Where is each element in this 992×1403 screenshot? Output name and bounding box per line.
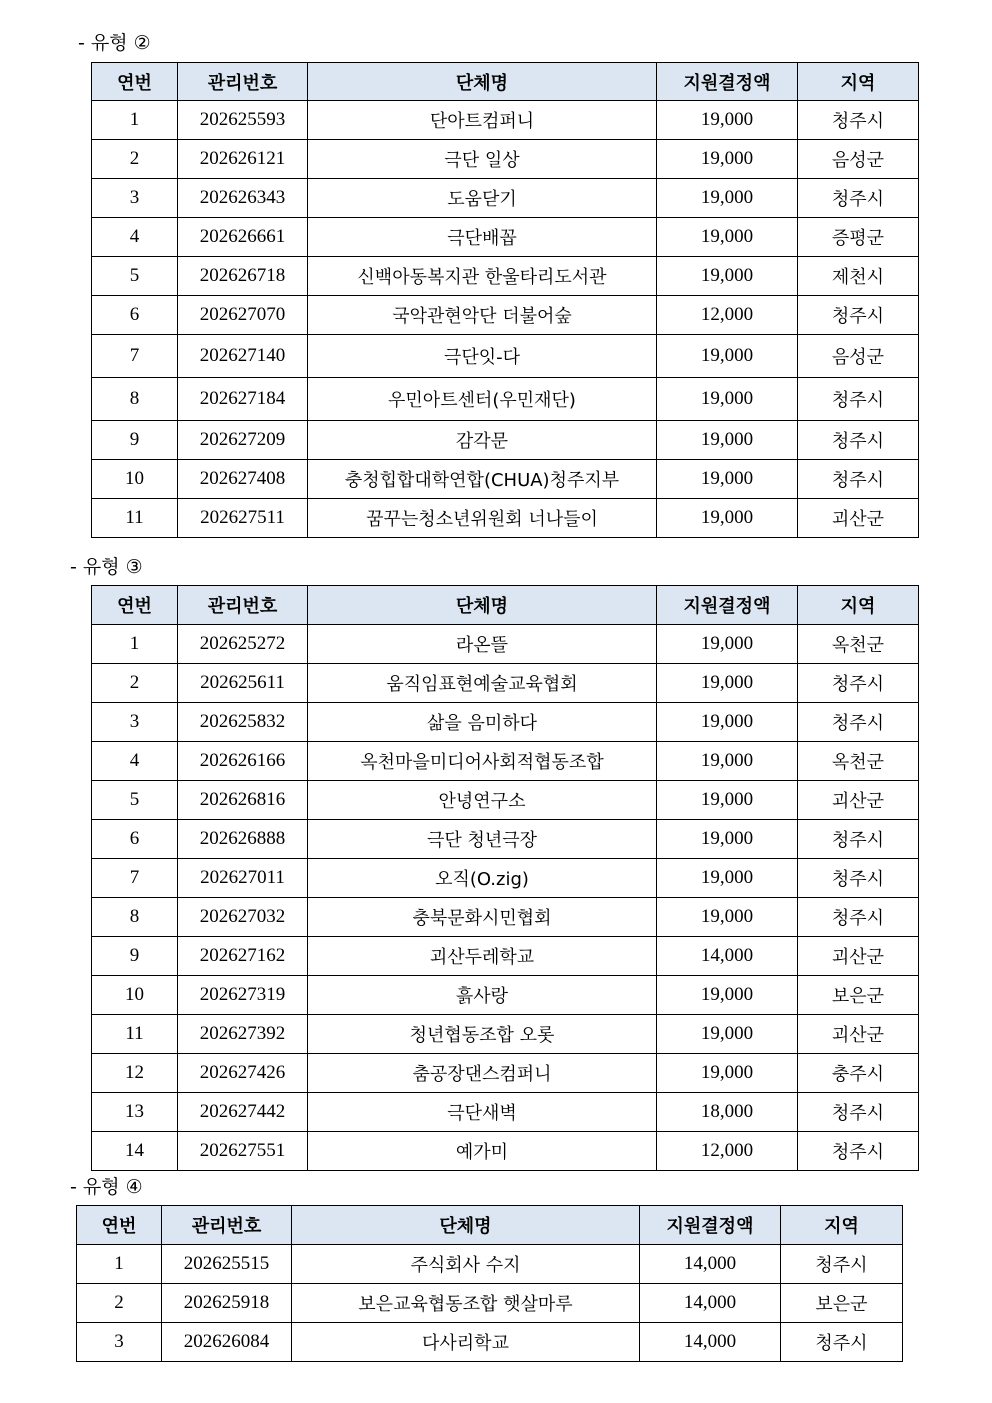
cell-mgmt-number: 202625593 (178, 101, 308, 140)
cell-no: 10 (92, 460, 178, 499)
cell-mgmt-number: 202627162 (178, 937, 308, 976)
table-row (77, 1323, 903, 1362)
cell-region: 청주시 (798, 898, 919, 937)
cell-org-name: 다사리학교 (292, 1323, 640, 1362)
table-row (92, 976, 919, 1015)
cell-no: 12 (92, 1054, 178, 1093)
cell-region: 음성군 (798, 140, 919, 179)
table-row (92, 296, 919, 335)
cell-org-name: 삶을 음미하다 (308, 703, 657, 742)
cell-org-name: 감각문 (308, 421, 657, 460)
cell-region: 괴산군 (798, 1015, 919, 1054)
cell-region: 괴산군 (798, 937, 919, 976)
cell-org-name: 극단 청년극장 (308, 820, 657, 859)
cell-no: 7 (92, 859, 178, 898)
table-row (92, 859, 919, 898)
header-no: 연번 (92, 586, 178, 625)
table-type-3 (91, 585, 919, 1171)
cell-mgmt-number: 202627442 (178, 1093, 308, 1132)
header-region: 지역 (798, 63, 919, 101)
cell-org-name: 보은교육협동조합 햇살마루 (292, 1284, 640, 1323)
cell-mgmt-number: 202627319 (178, 976, 308, 1015)
cell-org-name: 청년협동조합 오롯 (308, 1015, 657, 1054)
cell-region: 청주시 (781, 1245, 903, 1284)
cell-mgmt-number: 202627070 (178, 296, 308, 335)
cell-amount: 19,000 (657, 781, 798, 820)
cell-no: 3 (92, 179, 178, 218)
cell-org-name: 극단 일상 (308, 140, 657, 179)
table-row (92, 421, 919, 460)
cell-org-name: 꿈꾸는청소년위원회 너나들이 (308, 499, 657, 538)
cell-org-name: 도움닫기 (308, 179, 657, 218)
header-mgmt-number: 관리번호 (178, 586, 308, 625)
cell-no: 4 (92, 742, 178, 781)
header-org-name: 단체명 (308, 586, 657, 625)
header-mgmt-number: 관리번호 (162, 1206, 292, 1245)
cell-amount: 12,000 (657, 1132, 798, 1171)
cell-region: 청주시 (798, 179, 919, 218)
cell-no: 7 (92, 335, 178, 378)
cell-mgmt-number: 202627140 (178, 335, 308, 378)
cell-amount: 19,000 (657, 179, 798, 218)
cell-amount: 19,000 (657, 703, 798, 742)
table-row (92, 781, 919, 820)
cell-amount: 19,000 (657, 335, 798, 378)
header-org-name: 단체명 (308, 63, 657, 101)
header-region: 지역 (781, 1206, 903, 1245)
cell-mgmt-number: 202627392 (178, 1015, 308, 1054)
table-row (92, 703, 919, 742)
table-row (92, 179, 919, 218)
cell-no: 2 (77, 1284, 162, 1323)
cell-no: 1 (92, 625, 178, 664)
cell-no: 1 (92, 101, 178, 140)
cell-mgmt-number: 202626888 (178, 820, 308, 859)
cell-region: 청주시 (798, 101, 919, 140)
cell-amount: 19,000 (657, 1054, 798, 1093)
cell-region: 괴산군 (798, 499, 919, 538)
cell-amount: 19,000 (657, 460, 798, 499)
section-title-type-2: - 유형 ② (78, 32, 151, 54)
table-row (92, 460, 919, 499)
cell-no: 14 (92, 1132, 178, 1171)
cell-region: 음성군 (798, 335, 919, 378)
cell-amount: 19,000 (657, 976, 798, 1015)
cell-no: 8 (92, 898, 178, 937)
header-org-name: 단체명 (292, 1206, 640, 1245)
cell-region: 청주시 (781, 1323, 903, 1362)
cell-org-name: 춤공장댄스컴퍼니 (308, 1054, 657, 1093)
cell-org-name: 흙사랑 (308, 976, 657, 1015)
cell-org-name: 충북문화시민협회 (308, 898, 657, 937)
cell-amount: 14,000 (640, 1284, 781, 1323)
cell-region: 제천시 (798, 257, 919, 296)
cell-mgmt-number: 202625515 (162, 1245, 292, 1284)
cell-org-name: 오직(O.zig) (308, 859, 657, 898)
cell-no: 5 (92, 257, 178, 296)
cell-org-name: 극단새벽 (308, 1093, 657, 1132)
cell-region: 괴산군 (798, 781, 919, 820)
cell-org-name: 우민아트센터(우민재단) (308, 378, 657, 421)
cell-mgmt-number: 202626121 (178, 140, 308, 179)
cell-amount: 18,000 (657, 1093, 798, 1132)
header-mgmt-number: 관리번호 (178, 63, 308, 101)
cell-org-name: 충청힙합대학연합(CHUA)청주지부 (308, 460, 657, 499)
cell-region: 청주시 (798, 460, 919, 499)
cell-no: 9 (92, 421, 178, 460)
cell-org-name: 국악관현악단 더불어숲 (308, 296, 657, 335)
cell-region: 보은군 (781, 1284, 903, 1323)
cell-mgmt-number: 202626816 (178, 781, 308, 820)
cell-no: 1 (77, 1245, 162, 1284)
cell-mgmt-number: 202625272 (178, 625, 308, 664)
table-row (92, 664, 919, 703)
cell-amount: 19,000 (657, 859, 798, 898)
cell-mgmt-number: 202627551 (178, 1132, 308, 1171)
cell-no: 9 (92, 937, 178, 976)
cell-no: 10 (92, 976, 178, 1015)
cell-region: 청주시 (798, 421, 919, 460)
cell-mgmt-number: 202627511 (178, 499, 308, 538)
table-type-4 (76, 1205, 903, 1362)
cell-region: 충주시 (798, 1054, 919, 1093)
cell-amount: 19,000 (657, 664, 798, 703)
table-row (92, 1054, 919, 1093)
cell-org-name: 극단배꼽 (308, 218, 657, 257)
cell-org-name: 안녕연구소 (308, 781, 657, 820)
cell-no: 6 (92, 820, 178, 859)
cell-mgmt-number: 202627032 (178, 898, 308, 937)
cell-no: 6 (92, 296, 178, 335)
cell-region: 청주시 (798, 1093, 919, 1132)
cell-no: 4 (92, 218, 178, 257)
cell-mgmt-number: 202626718 (178, 257, 308, 296)
table-header-row (92, 63, 919, 101)
cell-amount: 19,000 (657, 625, 798, 664)
table-row (77, 1284, 903, 1323)
table-row (92, 1093, 919, 1132)
cell-amount: 12,000 (657, 296, 798, 335)
cell-mgmt-number: 202627426 (178, 1054, 308, 1093)
cell-mgmt-number: 202626343 (178, 179, 308, 218)
cell-region: 옥천군 (798, 625, 919, 664)
cell-amount: 14,000 (657, 937, 798, 976)
cell-mgmt-number: 202627209 (178, 421, 308, 460)
table-row (92, 378, 919, 421)
table-row (92, 335, 919, 378)
cell-amount: 19,000 (657, 820, 798, 859)
cell-no: 5 (92, 781, 178, 820)
cell-mgmt-number: 202627184 (178, 378, 308, 421)
cell-no: 11 (92, 499, 178, 538)
cell-org-name: 움직임표현예술교육협회 (308, 664, 657, 703)
cell-mgmt-number: 202626661 (178, 218, 308, 257)
cell-org-name: 괴산두레학교 (308, 937, 657, 976)
cell-mgmt-number: 202625832 (178, 703, 308, 742)
header-amount: 지원결정액 (657, 63, 798, 101)
cell-org-name: 예가미 (308, 1132, 657, 1171)
table-row (92, 742, 919, 781)
header-amount: 지원결정액 (657, 586, 798, 625)
table-row (92, 140, 919, 179)
cell-no: 3 (92, 703, 178, 742)
cell-region: 청주시 (798, 1132, 919, 1171)
cell-no: 11 (92, 1015, 178, 1054)
cell-region: 보은군 (798, 976, 919, 1015)
table-header-row (77, 1206, 903, 1245)
cell-amount: 19,000 (657, 1015, 798, 1054)
cell-region: 청주시 (798, 703, 919, 742)
cell-no: 2 (92, 664, 178, 703)
table-header-row (92, 586, 919, 625)
cell-region: 청주시 (798, 664, 919, 703)
cell-amount: 14,000 (640, 1245, 781, 1284)
table-row (92, 1132, 919, 1171)
table-row (92, 1015, 919, 1054)
table-row (92, 257, 919, 296)
cell-amount: 14,000 (640, 1323, 781, 1362)
cell-amount: 19,000 (657, 257, 798, 296)
cell-org-name: 단아트컴퍼니 (308, 101, 657, 140)
cell-org-name: 라온뜰 (308, 625, 657, 664)
table-row (92, 625, 919, 664)
cell-no: 8 (92, 378, 178, 421)
cell-no: 3 (77, 1323, 162, 1362)
cell-region: 청주시 (798, 378, 919, 421)
cell-org-name: 극단잇-다 (308, 335, 657, 378)
cell-no: 13 (92, 1093, 178, 1132)
header-no: 연번 (92, 63, 178, 101)
table-row (92, 820, 919, 859)
cell-amount: 19,000 (657, 218, 798, 257)
cell-amount: 19,000 (657, 742, 798, 781)
header-region: 지역 (798, 586, 919, 625)
cell-region: 청주시 (798, 820, 919, 859)
table-row (92, 499, 919, 538)
section-title-type-4: - 유형 ④ (70, 1176, 143, 1198)
cell-org-name: 옥천마을미디어사회적협동조합 (308, 742, 657, 781)
cell-mgmt-number: 202627408 (178, 460, 308, 499)
header-no: 연번 (77, 1206, 162, 1245)
cell-org-name: 신백아동복지관 한울타리도서관 (308, 257, 657, 296)
cell-no: 2 (92, 140, 178, 179)
section-title-type-3: - 유형 ③ (70, 556, 143, 578)
cell-region: 청주시 (798, 296, 919, 335)
cell-amount: 19,000 (657, 898, 798, 937)
cell-org-name: 주식회사 수지 (292, 1245, 640, 1284)
cell-mgmt-number: 202626084 (162, 1323, 292, 1362)
cell-mgmt-number: 202625611 (178, 664, 308, 703)
cell-amount: 19,000 (657, 499, 798, 538)
cell-amount: 19,000 (657, 421, 798, 460)
table-row (92, 898, 919, 937)
cell-region: 증평군 (798, 218, 919, 257)
table-row (77, 1245, 903, 1284)
table-type-2 (91, 62, 919, 538)
cell-amount: 19,000 (657, 101, 798, 140)
cell-mgmt-number: 202625918 (162, 1284, 292, 1323)
cell-region: 옥천군 (798, 742, 919, 781)
header-amount: 지원결정액 (640, 1206, 781, 1245)
table-row (92, 937, 919, 976)
cell-mgmt-number: 202627011 (178, 859, 308, 898)
cell-amount: 19,000 (657, 140, 798, 179)
table-row (92, 218, 919, 257)
cell-region: 청주시 (798, 859, 919, 898)
cell-amount: 19,000 (657, 378, 798, 421)
table-row (92, 101, 919, 140)
cell-mgmt-number: 202626166 (178, 742, 308, 781)
